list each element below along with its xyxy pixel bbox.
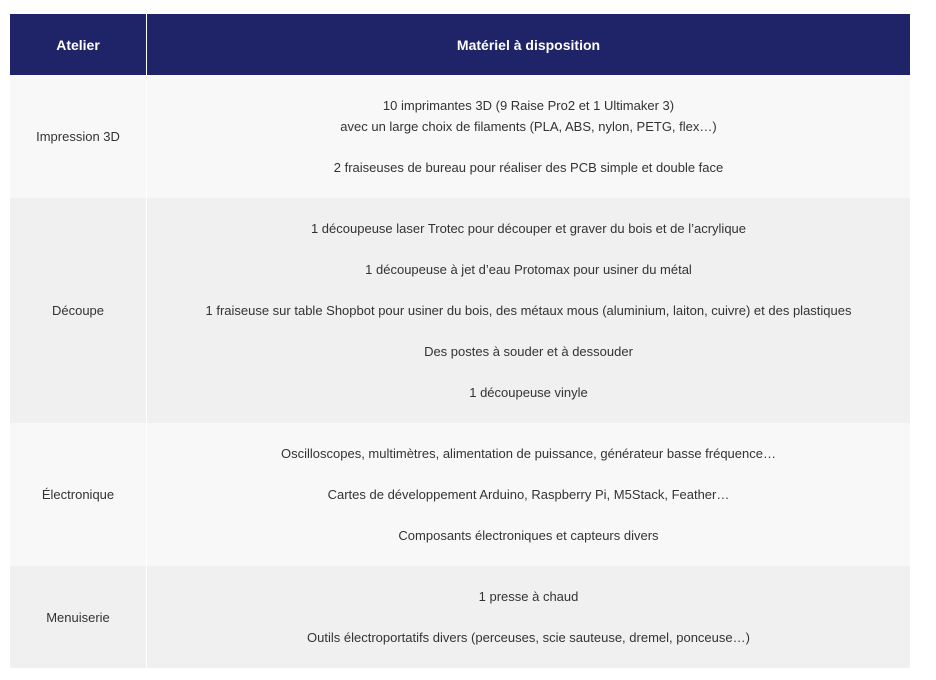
materiel-line: Outils électroportatifs divers (perceuses, scie sauteuse, dremel, ponceuse…) <box>307 630 750 645</box>
table-row <box>10 198 910 423</box>
equipment-table <box>10 14 910 668</box>
table-header <box>10 14 910 75</box>
materiel-line: Des postes à souder et à dessouder <box>424 344 633 359</box>
header-materiel: Matériel à disposition <box>456 36 601 53</box>
table-row <box>10 423 910 566</box>
materiel-line: avec un large choix de filaments (PLA, ABS, nylon, PETG, flex…) <box>340 119 717 134</box>
materiel-line: 10 imprimantes 3D (9 Raise Pro2 et 1 Ultimaker 3) <box>382 98 675 113</box>
materiel-line: 2 fraiseuses de bureau pour réaliser des PCB simple et double face <box>333 160 724 175</box>
table-row <box>10 566 910 668</box>
row-materiel <box>147 75 910 198</box>
materiel-line: Cartes de développement Arduino, Raspberry Pi, M5Stack, Feather… <box>327 487 730 502</box>
table-row <box>10 75 910 198</box>
materiel-line: 1 découpeuse vinyle <box>469 385 588 400</box>
row-materiel <box>147 566 910 668</box>
materiel-line: 1 fraiseuse sur table Shopbot pour usiner du bois, des métaux mous (aluminium, laiton, cuivre) et des plastiques <box>205 303 852 318</box>
materiel-line: 1 presse à chaud <box>478 589 579 604</box>
row-atelier-impression-3d: Impression 3D <box>10 75 147 198</box>
row-atelier-menuiserie: Menuiserie <box>10 566 147 668</box>
materiel-paragraph <box>340 95 716 137</box>
materiel-line: 1 découpeuse à jet d’eau Protomax pour usiner du métal <box>365 262 692 277</box>
materiel-line: Composants électroniques et capteurs divers <box>398 528 659 543</box>
row-materiel <box>147 423 910 566</box>
header-atelier: Atelier <box>10 14 147 75</box>
row-atelier-electronique: Électronique <box>10 423 147 566</box>
materiel-line: Oscilloscopes, multimètres, alimentation de puissance, générateur basse fréquence… <box>281 446 776 461</box>
materiel-paragraph <box>334 157 724 178</box>
row-atelier-decoupe: Découpe <box>10 198 147 423</box>
row-materiel <box>147 198 910 423</box>
materiel-line: 1 découpeuse laser Trotec pour découper et graver du bois et de l’acrylique <box>310 221 747 236</box>
